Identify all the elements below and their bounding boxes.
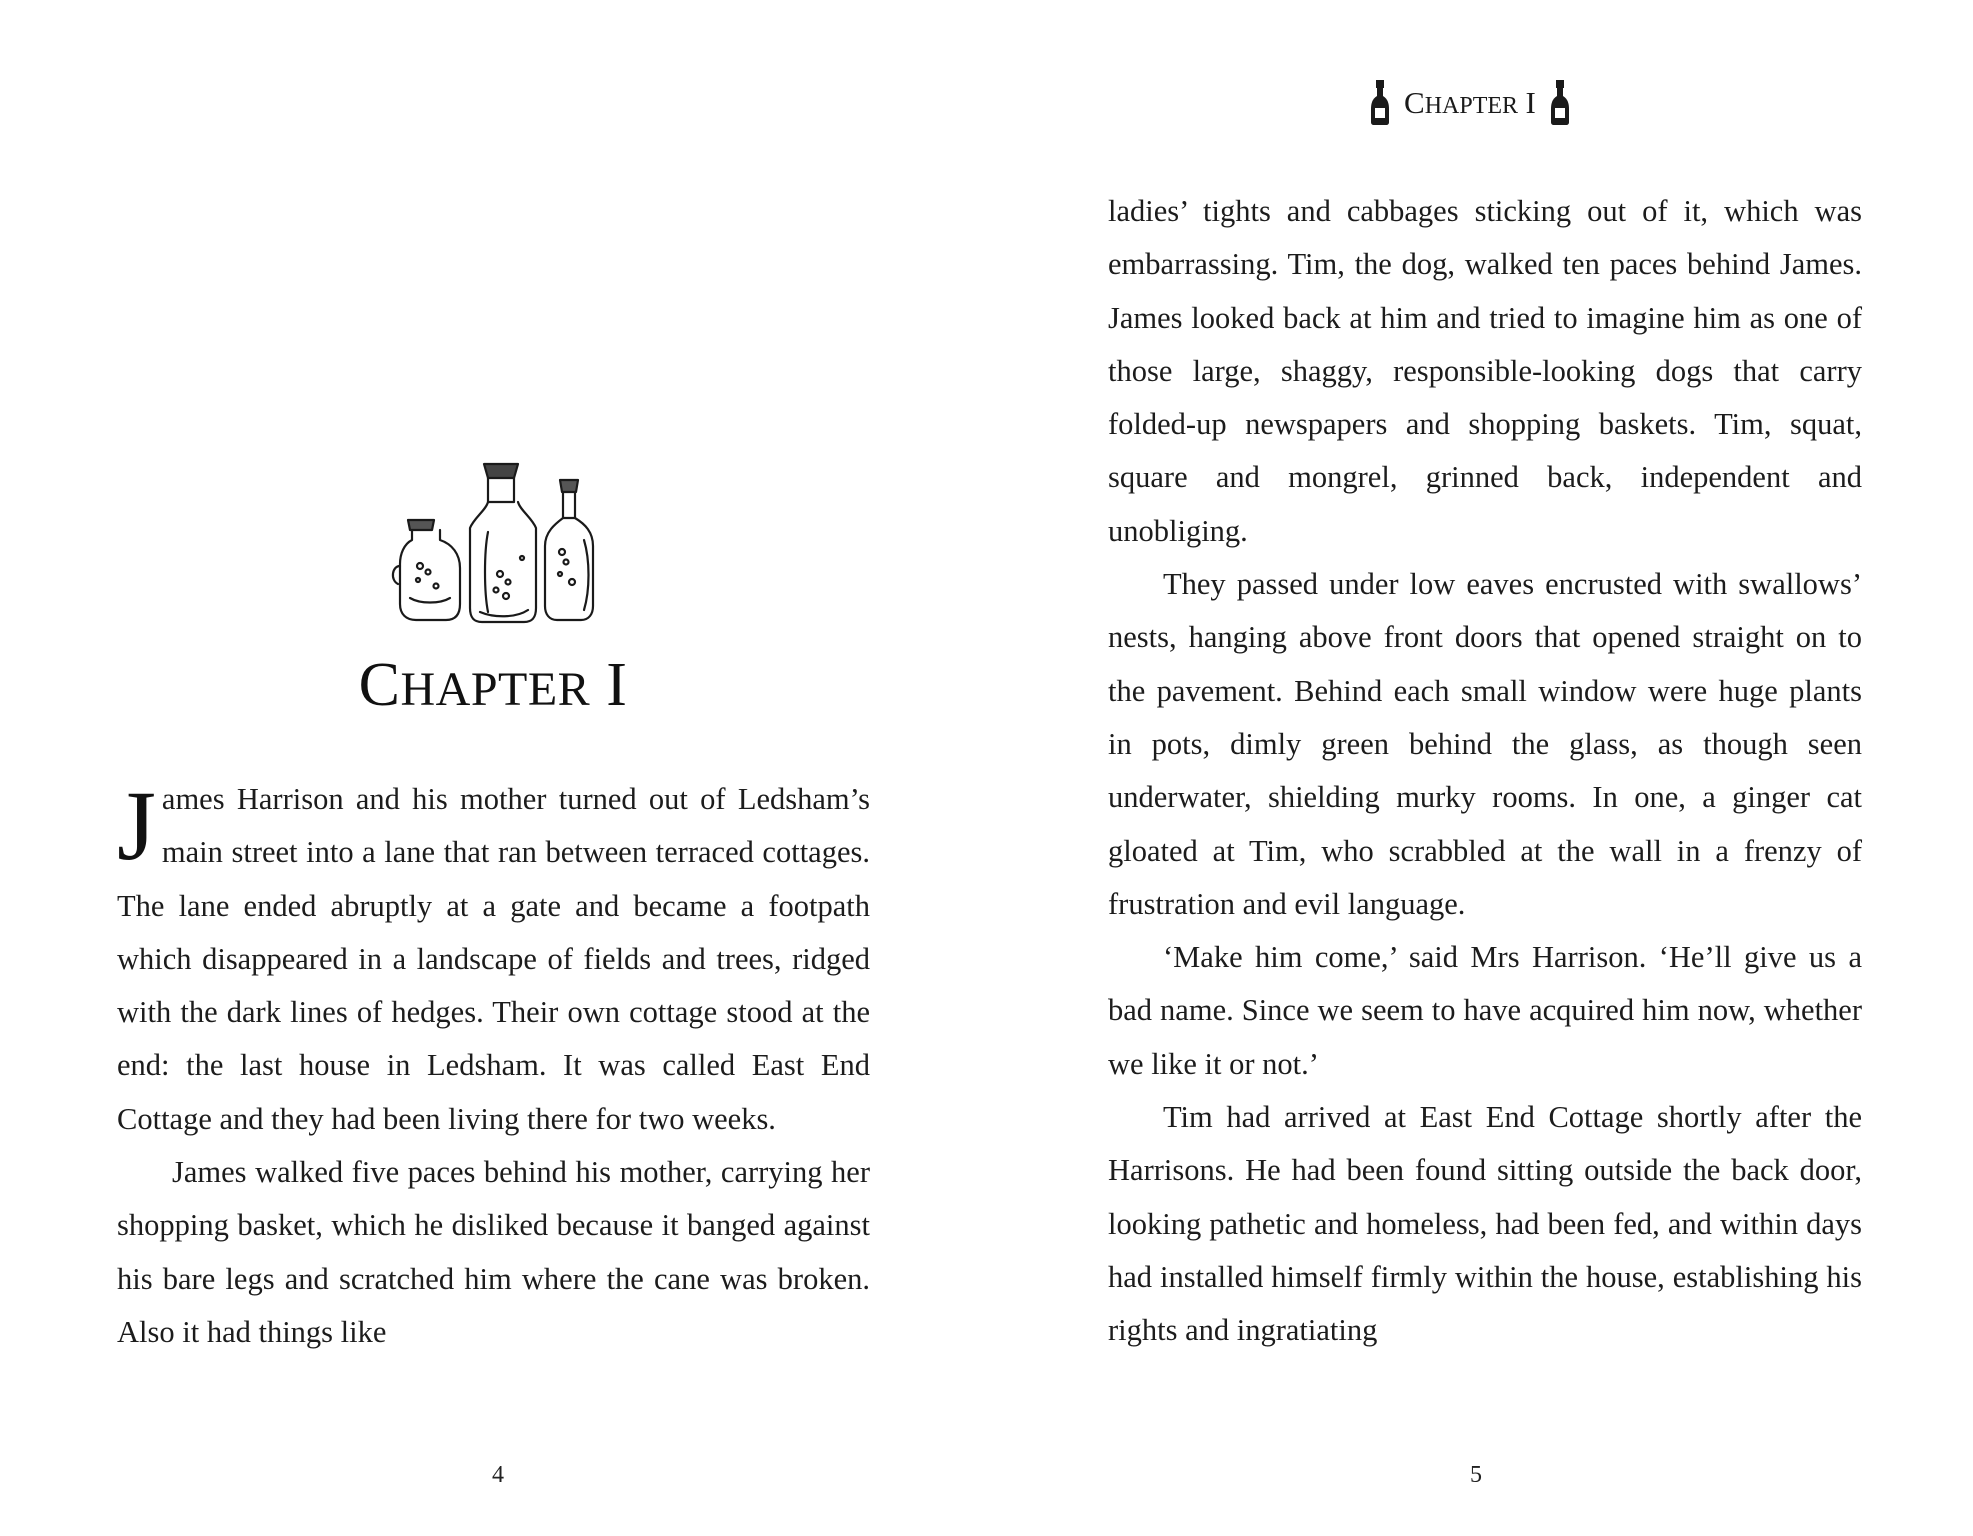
chapter-title-numeral: I [606, 651, 628, 719]
running-head-cap: C [1404, 85, 1425, 120]
chapter-title-word: HAPTER [400, 663, 591, 716]
paragraph [117, 770, 870, 1146]
bottle-icon [1550, 80, 1570, 126]
slim-bottle-icon [545, 480, 593, 620]
page-number-right: 5 [1470, 1462, 1482, 1488]
paragraph-text: ames Harrison and his mother turned out of Ledsham’s main street into a lane that ran between terraced cottages. The lane ended abruptly at a gate and became a footpath which disappeared in a landscape of fields and trees, ridged with the dark lines of hedges. Their own cottage stood at the end: the last house in Ledsham. It was called East End Cottage and they had been living there for two weeks. [117, 782, 870, 1136]
paragraph: Tim had arrived at East End Cottage shortly after the Harrisons. He had been found sitting outside the back door, looking pathetic and homeless, had been fed, and within days had installed himself firmly within the house, establishing his rights and ingratiating [1108, 1100, 1862, 1348]
chapter-title-cap: C [358, 651, 401, 719]
paragraph: James walked five paces behind his mother, carrying her shopping basket, which he disliked because it banged against his bare legs and scratched him where the cane was broken. Also it had things like [117, 1155, 870, 1349]
three-bottles-illustration [388, 462, 608, 628]
paragraph: ladies’ tights and cabbages sticking out of it, which was embarrassing. Tim, the dog, walked ten paces behind James. James looked back at him and tried to imagine him as one of those large, shaggy, responsible-looking dogs that carry folded-up newspapers and shopping baskets. Tim, squat, square and mongrel, grinned back, independent and unobliging. [1108, 194, 1862, 548]
page-number-left: 4 [492, 1462, 504, 1488]
paragraph: ‘Make him come,’ said Mrs Harrison. ‘He’ll give us a bad name. Since we seem to have acquired him now, whether we like it or not.’ [1108, 940, 1862, 1081]
running-head [1370, 78, 1570, 128]
tall-bottle-icon [470, 464, 536, 622]
right-body-text [1108, 185, 1862, 1358]
drop-cap: J [117, 770, 156, 881]
left-body-text [117, 770, 870, 1359]
paragraph: They passed under low eaves encrusted with swallows’ nests, hanging above front doors that opened straight on to the pavement. Behind each small window were huge plants in pots, dimly green behind the glass, as though seen underwater, shielding murky rooms. In one, a ginger cat gloated at Tim, who scrabbled at the wall in a frenzy of frustration and evil language. [1108, 567, 1862, 921]
bottle-icon [1370, 80, 1390, 126]
running-head-title [1404, 85, 1536, 121]
running-head-word: HAPTER [1424, 93, 1519, 119]
chapter-title [0, 650, 986, 725]
running-head-numeral: I [1525, 85, 1536, 120]
left-page [0, 0, 986, 1536]
small-jug-bottle-icon [393, 520, 460, 620]
